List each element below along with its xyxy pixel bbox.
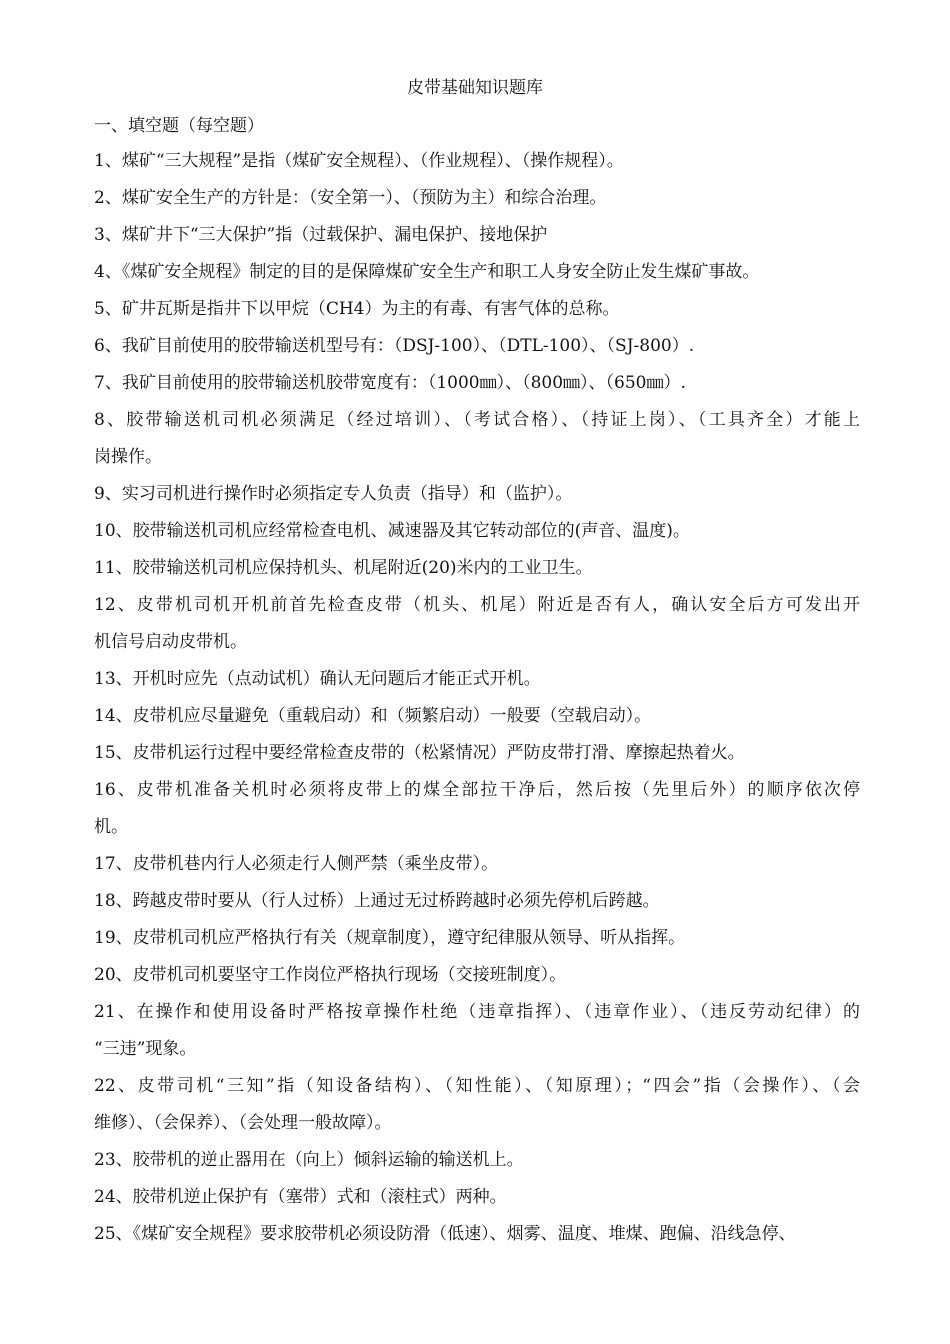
question-item — [94, 1179, 860, 1216]
question-line: 3、煤矿井下“三大保护”指（过载保护、漏电保护、接地保护 — [94, 225, 548, 245]
question-item — [94, 846, 860, 883]
question-line: 8、胶带输送机司机必须满足（经过培训）、（考试合格）、（持证上岗）、（工具齐全）才能上 — [94, 410, 860, 430]
question-line: 25、《煤矿安全规程》要求胶带机必须设防滑（低速）、烟雾、温度、堆煤、跑偏、沿线急停、 — [94, 1224, 796, 1244]
question-item — [94, 365, 860, 402]
question-line: 9、实习司机进行操作时必须指定专人负责（指导）和（监护）。 — [94, 484, 573, 504]
question-line: 23、胶带机的逆止器用在（向上）倾斜运输的输送机上。 — [94, 1150, 524, 1170]
question-line: 6、我矿目前使用的胶带输送机型号有：（DSJ-100）、（DTL-100）、（SJ-800）. — [94, 336, 695, 356]
question-line: 15、皮带机运行过程中要经常检查皮带的（松紧情况）严防皮带打滑、摩擦起热着火。 — [94, 743, 745, 763]
question-item — [94, 402, 860, 476]
question-line: 岗操作。 — [94, 447, 162, 467]
question-line: 4、《煤矿安全规程》制定的目的是保障煤矿安全生产和职工人身安全防止发生煤矿事故。 — [94, 262, 760, 282]
question-item — [94, 217, 860, 254]
question-line: 22、皮带司机“三知”指（知设备结构）、（知性能）、（知原理）；“四会”指（会操作）、（会 — [94, 1076, 860, 1096]
question-line: 17、皮带机巷内行人必须走行人侧严禁（乘坐皮带）。 — [94, 854, 499, 874]
question-line: 7、我矿目前使用的胶带输送机胶带宽度有：（1000㎜）、（800㎜）、（650㎜）. — [94, 373, 686, 393]
document-title: 皮带基础知识题库 — [407, 78, 543, 98]
question-line: 10、胶带输送机司机应经常检查电机、减速器及其它转动部位的(声音、温度)。 — [94, 521, 690, 541]
question-item — [94, 772, 860, 846]
question-item — [94, 1068, 860, 1142]
question-item — [94, 1216, 860, 1253]
question-item — [94, 920, 860, 957]
question-item — [94, 550, 860, 587]
question-line: 1、煤矿“三大规程”是指（煤矿安全规程）、（作业规程）、（操作规程）。 — [94, 151, 624, 171]
section-heading: 一、填空题（每空题） — [94, 116, 264, 136]
question-line: 14、皮带机应尽量避免（重载启动）和（频繁启动）一般要（空载启动）。 — [94, 706, 652, 726]
question-line: 12、皮带机司机开机前首先检查皮带（机头、机尾）附近是否有人，确认安全后方可发出开 — [94, 595, 860, 615]
question-item — [94, 143, 860, 180]
question-item — [94, 476, 860, 513]
question-line: 16、皮带机准备关机时必须将皮带上的煤全部拉干净后，然后按（先里后外）的顺序依次停 — [94, 780, 860, 800]
question-line: 19、皮带机司机应严格执行有关（规章制度），遵守纪律服从领导、听从指挥。 — [94, 928, 686, 948]
question-item — [94, 1142, 860, 1179]
question-item — [94, 254, 860, 291]
question-line: 13、开机时应先（点动试机）确认无问题后才能正式开机。 — [94, 669, 541, 689]
question-item — [94, 513, 860, 550]
question-line: 维修）、（会保养）、（会处理一般故障）。 — [94, 1113, 392, 1133]
question-line: 24、胶带机逆止保护有（塞带）式和（滚柱式）两种。 — [94, 1187, 507, 1207]
question-item — [94, 994, 860, 1068]
question-item — [94, 328, 860, 365]
question-line: 11、胶带输送机司机应保持机头、机尾附近(20)米内的工业卫生。 — [94, 558, 593, 578]
question-line: “三违”现象。 — [94, 1039, 197, 1059]
question-item — [94, 661, 860, 698]
question-item — [94, 180, 860, 217]
question-item — [94, 735, 860, 772]
question-line: 2、煤矿安全生产的方针是：（安全第一）、（预防为主）和综合治理。 — [94, 188, 607, 208]
question-line: 20、皮带机司机要坚守工作岗位严格执行现场（交接班制度）。 — [94, 965, 567, 985]
question-line: 机信号启动皮带机。 — [94, 632, 247, 652]
question-line: 21、在操作和使用设备时严格按章操作杜绝（违章指挥）、（违章作业）、（违反劳动纪律）的 — [94, 1002, 860, 1022]
question-item — [94, 957, 860, 994]
question-line: 机。 — [94, 817, 128, 837]
question-item — [94, 291, 860, 328]
question-item — [94, 883, 860, 920]
question-line: 18、跨越皮带时要从（行人过桥）上通过无过桥跨越时必须先停机后跨越。 — [94, 891, 660, 911]
question-line: 5、矿井瓦斯是指井下以甲烷（CH4）为主的有毒、有害气体的总称。 — [94, 299, 620, 319]
question-item — [94, 587, 860, 661]
question-item — [94, 698, 860, 735]
